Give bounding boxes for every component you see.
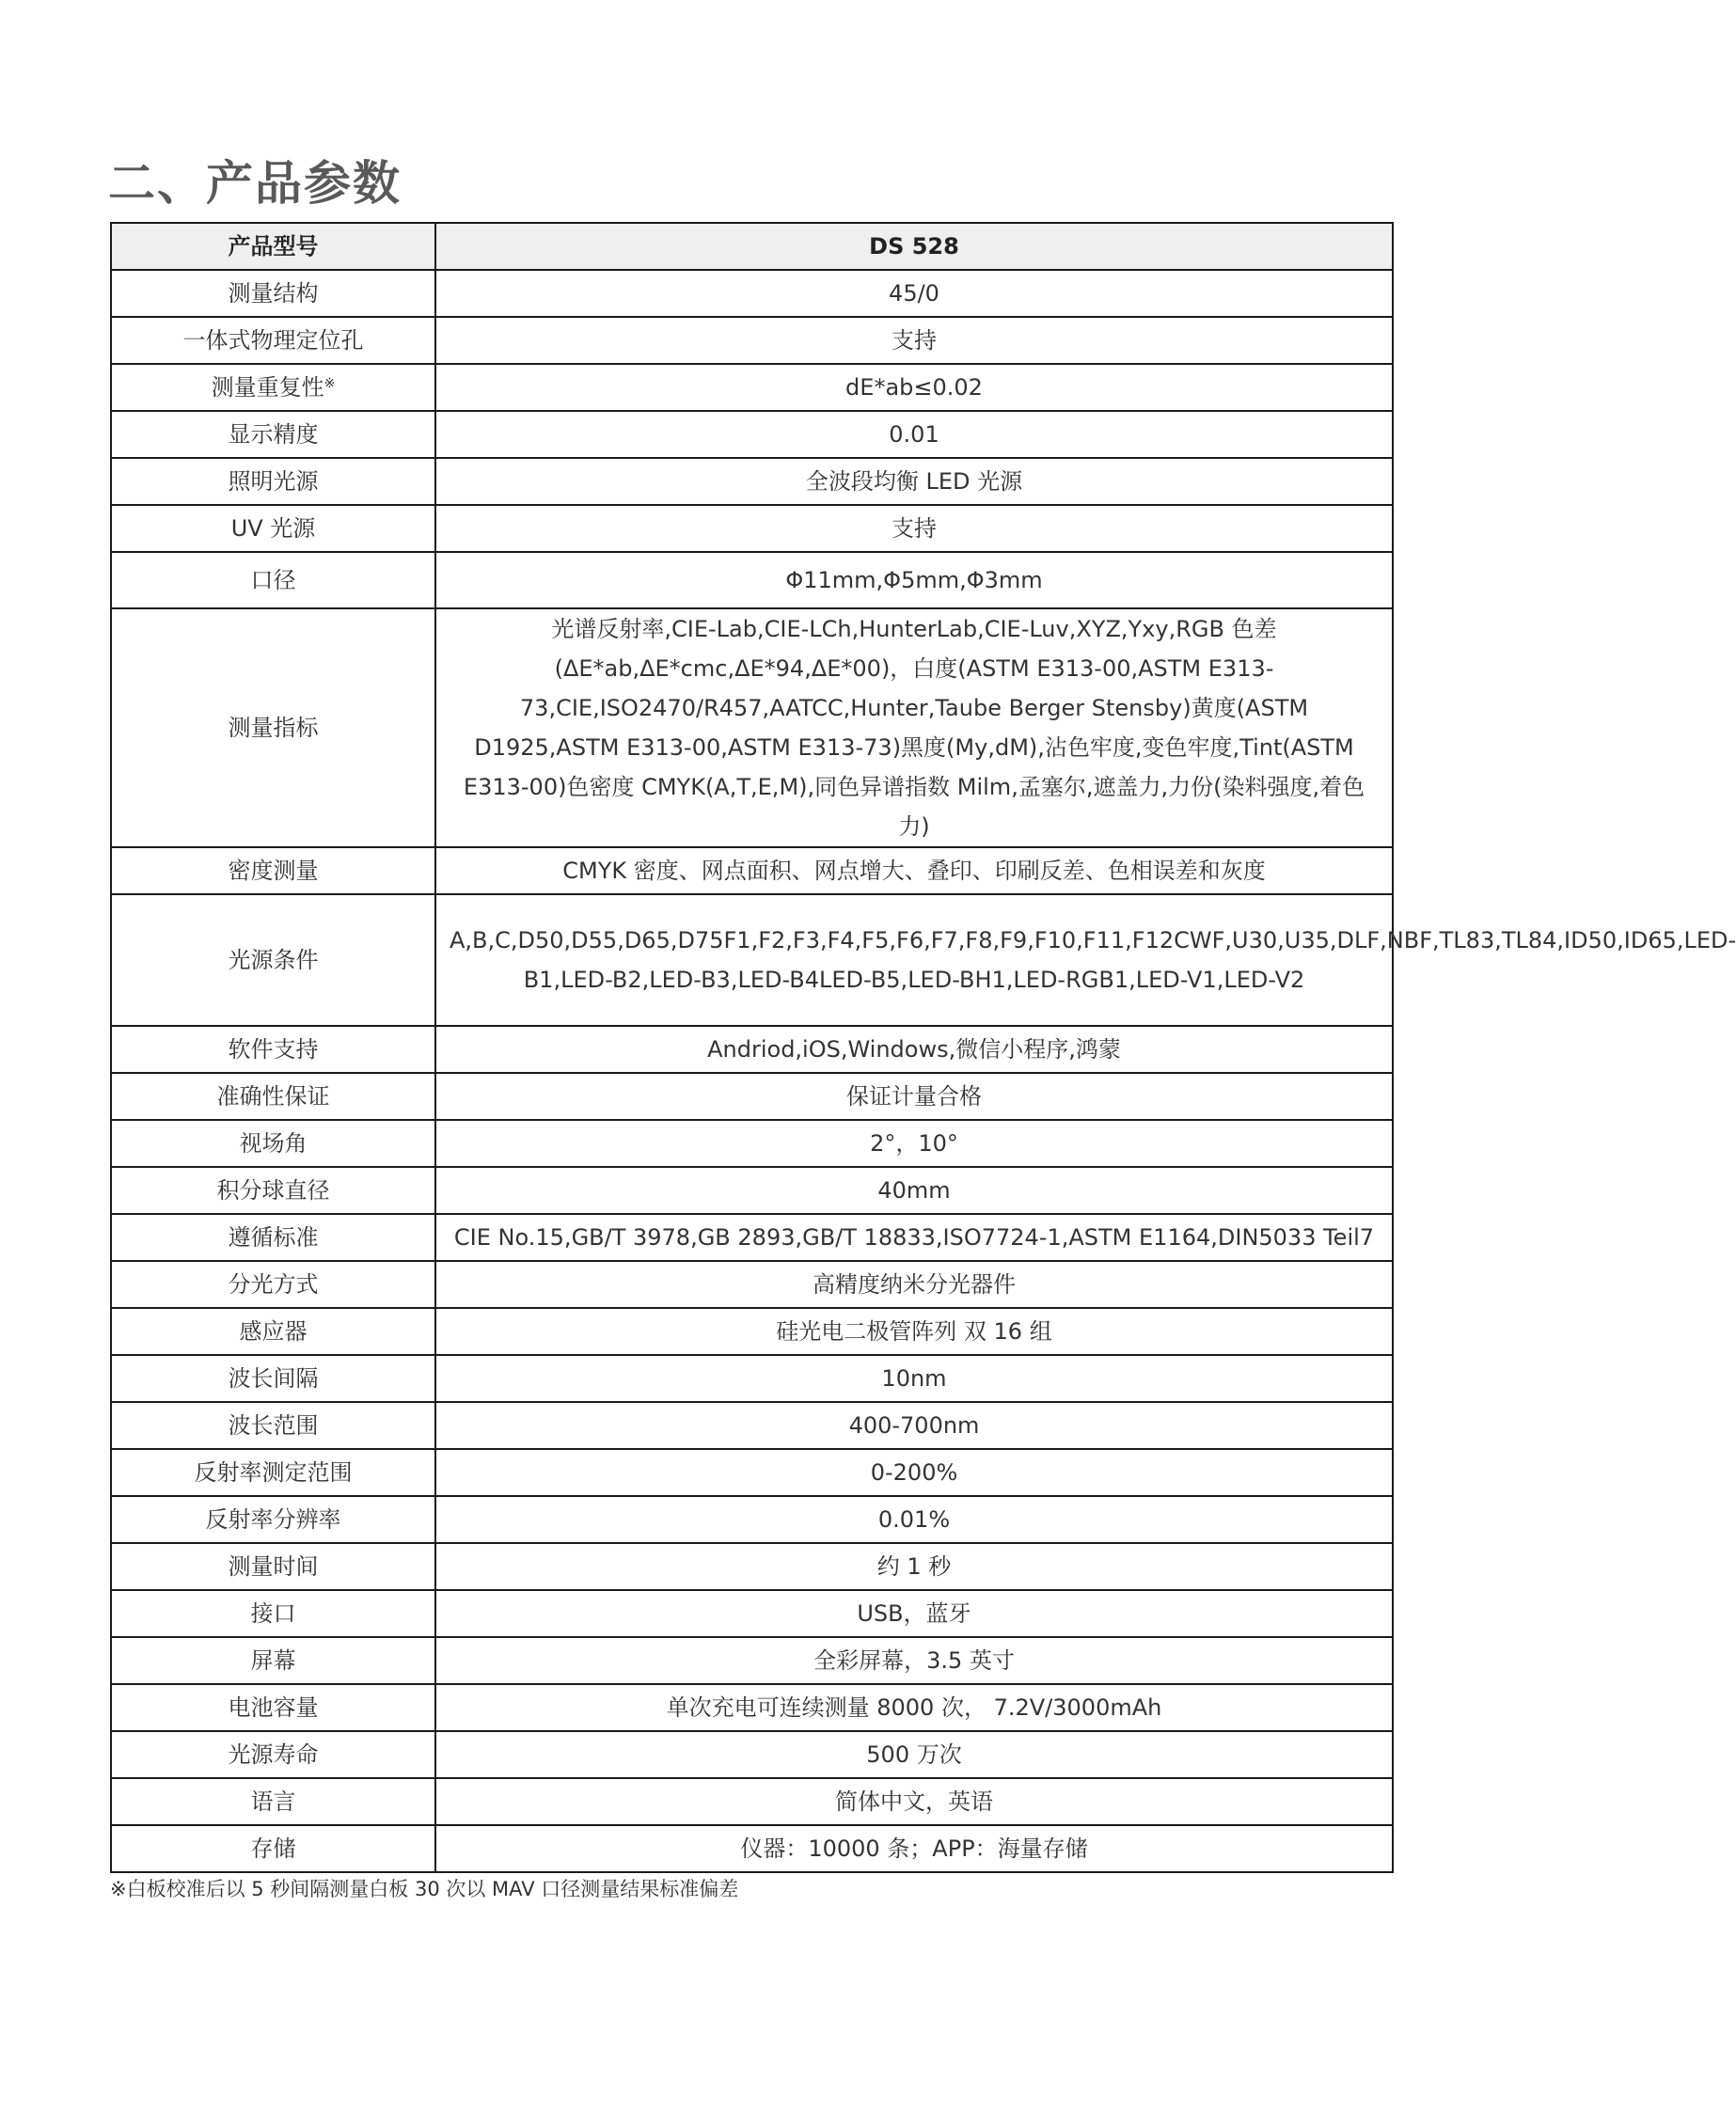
row-value: 40mm xyxy=(435,1167,1393,1214)
row-value: 硅光电二极管阵列 双 16 组 xyxy=(435,1308,1393,1355)
table-row xyxy=(111,1684,1393,1731)
row-value: A,B,C,D50,D55,D65,D75F1,F2,F3,F4,F5,F6,F7,F8,F9,F10,F11,F12CWF,U30,U35,DLF,NBF,TL83,TL84,ID50,ID65,LED-B1,LED-B2,LED-B3,LED-B4LED-B5,LED-BH1,LED-RGB1,LED-V1,LED-V2 xyxy=(435,894,1393,1026)
row-label: 软件支持 xyxy=(111,1026,435,1073)
row-value: 高精度纳米分光器件 xyxy=(435,1261,1393,1308)
row-label: 接口 xyxy=(111,1590,435,1637)
row-label: 照明光源 xyxy=(111,458,435,505)
row-value: 支持 xyxy=(435,505,1393,552)
row-label: 反射率分辨率 xyxy=(111,1496,435,1543)
table-row xyxy=(111,1731,1393,1778)
row-value: Andriod,iOS,Windows,微信小程序,鸿蒙 xyxy=(435,1026,1393,1073)
row-label: 显示精度 xyxy=(111,411,435,458)
table-row xyxy=(111,1543,1393,1590)
row-label-with-mark xyxy=(111,364,435,411)
row-label: 测量时间 xyxy=(111,1543,435,1590)
row-label: 准确性保证 xyxy=(111,1073,435,1120)
table-row xyxy=(111,458,1393,505)
row-value: 简体中文，英语 xyxy=(435,1778,1393,1825)
row-label: 存储 xyxy=(111,1825,435,1872)
row-label: 光源寿命 xyxy=(111,1731,435,1778)
row-label: 一体式物理定位孔 xyxy=(111,317,435,364)
row-label: 视场角 xyxy=(111,1120,435,1167)
row-value: 全波段均衡 LED 光源 xyxy=(435,458,1393,505)
row-label: 测量指标 xyxy=(111,608,435,847)
row-label: 反射率测定范围 xyxy=(111,1449,435,1496)
footnote: ※白板校准后以 5 秒间隔测量白板 30 次以 MAV 口径测量结果标准偏差 xyxy=(110,1878,739,1900)
row-value: 0-200% xyxy=(435,1449,1393,1496)
spec-table xyxy=(110,222,1736,1873)
table-row xyxy=(111,270,1393,317)
row-value: 保证计量合格 xyxy=(435,1073,1393,1120)
row-label: 测量重复性 xyxy=(211,374,324,401)
row-label: 遵循标准 xyxy=(111,1214,435,1261)
table-row xyxy=(111,1402,1393,1449)
table-row xyxy=(111,1637,1393,1684)
table-row xyxy=(111,1026,1393,1073)
row-label: 语言 xyxy=(111,1778,435,1825)
table-row xyxy=(111,1073,1393,1120)
table-row xyxy=(111,1496,1393,1543)
section-title: 二、产品参数 xyxy=(108,156,402,211)
table-row xyxy=(111,1825,1393,1872)
row-label: 波长间隔 xyxy=(111,1355,435,1402)
header-label: 产品型号 xyxy=(111,223,435,270)
row-value: 单次充电可连续测量 8000 次， 7.2V/3000mAh xyxy=(435,1684,1393,1731)
table-row xyxy=(111,894,1393,1026)
table-row xyxy=(111,1778,1393,1825)
table-header-row xyxy=(111,223,1393,270)
table-row xyxy=(111,1449,1393,1496)
row-value: Φ11mm,Φ5mm,Φ3mm xyxy=(435,552,1393,608)
table-row xyxy=(111,1355,1393,1402)
row-value: USB，蓝牙 xyxy=(435,1590,1393,1637)
row-value: 2°，10° xyxy=(435,1120,1393,1167)
row-label: 密度测量 xyxy=(111,847,435,894)
table-row xyxy=(111,317,1393,364)
row-value: 0.01 xyxy=(435,411,1393,458)
row-value: 全彩屏幕，3.5 英寸 xyxy=(435,1637,1393,1684)
row-label: 感应器 xyxy=(111,1308,435,1355)
row-label: 积分球直径 xyxy=(111,1167,435,1214)
table-row xyxy=(111,1167,1393,1214)
table-row xyxy=(111,1590,1393,1637)
row-value: CMYK 密度、网点面积、网点增大、叠印、印刷反差、色相误差和灰度 xyxy=(435,847,1393,894)
table-row xyxy=(111,505,1393,552)
table-row xyxy=(111,552,1393,608)
table-row xyxy=(111,608,1393,847)
row-value: 45/0 xyxy=(435,270,1393,317)
table-row xyxy=(111,364,1393,411)
row-value: 支持 xyxy=(435,317,1393,364)
row-value: 仪器：10000 条；APP：海量存储 xyxy=(435,1825,1393,1872)
footnote-mark: ※ xyxy=(324,376,336,391)
row-label: 波长范围 xyxy=(111,1402,435,1449)
row-label: UV 光源 xyxy=(111,505,435,552)
row-value: 约 1 秒 xyxy=(435,1543,1393,1590)
row-label: 测量结构 xyxy=(111,270,435,317)
row-value: 0.01% xyxy=(435,1496,1393,1543)
table-row xyxy=(111,1261,1393,1308)
row-value: 光谱反射率,CIE-Lab,CIE-LCh,HunterLab,CIE-Luv,XYZ,Yxy,RGB 色差(ΔE*ab,ΔE*cmc,ΔE*94,ΔE*00)，白度(ASTM E313-00,ASTM E313-73,CIE,ISO2470/R457,AATCC,Hunter,Taube Berger Stensby)黄度(ASTM D1925,ASTM E313-00,ASTM E313-73)黑度(My,dM),沾色牢度,变色牢度,Tint(ASTM E313-00)色密度 CMYK(A,T,E,M),同色异谱指数 Milm,孟塞尔,遮盖力,力份(染料强度,着色力) xyxy=(435,608,1393,847)
row-value: CIE No.15,GB/T 3978,GB 2893,GB/T 18833,ISO7724-1,ASTM E1164,DIN5033 Teil7 xyxy=(435,1214,1393,1261)
header-value: DS 528 xyxy=(435,223,1393,270)
row-label: 光源条件 xyxy=(111,894,435,1026)
row-value: dE*ab≤0.02 xyxy=(435,364,1393,411)
table-row xyxy=(111,411,1393,458)
row-label: 电池容量 xyxy=(111,1684,435,1731)
row-value: 500 万次 xyxy=(435,1731,1393,1778)
table-row xyxy=(111,847,1393,894)
row-label: 屏幕 xyxy=(111,1637,435,1684)
row-value: 400-700nm xyxy=(435,1402,1393,1449)
table-row xyxy=(111,1214,1393,1261)
table-row xyxy=(111,1120,1393,1167)
row-label: 口径 xyxy=(111,552,435,608)
table-row xyxy=(111,1308,1393,1355)
row-label: 分光方式 xyxy=(111,1261,435,1308)
row-value: 10nm xyxy=(435,1355,1393,1402)
